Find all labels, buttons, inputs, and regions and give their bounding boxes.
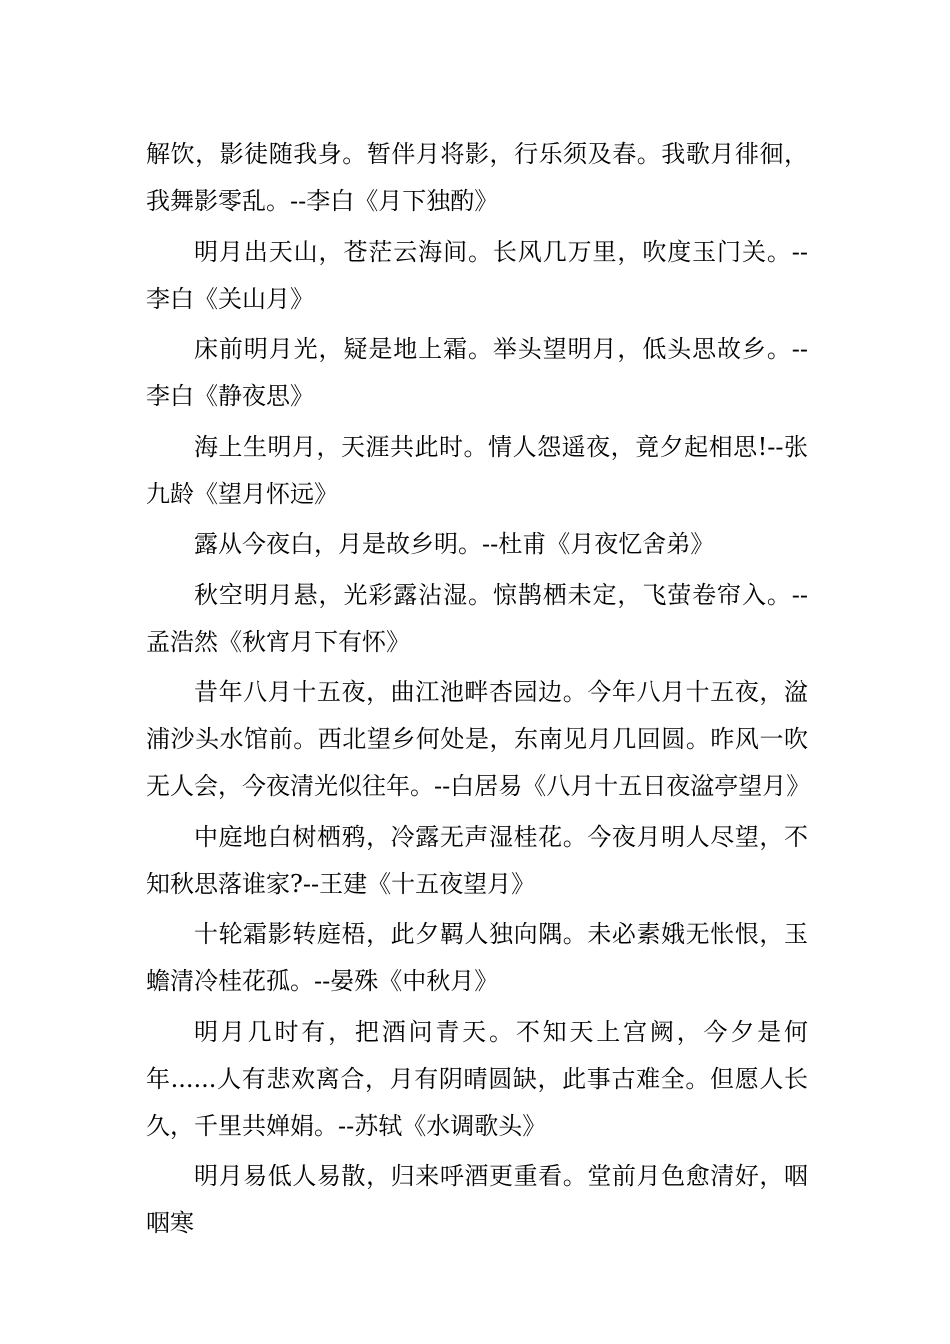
paragraph-mingyue-yidi: 明月易低人易散，归来呼酒更重看。堂前月色愈清好，咽咽寒 (146, 1162, 808, 1237)
paragraph-jingye-si: 床前明月光，疑是地上霜。举头望明月，低头思故乡。--李白《静夜思》 (146, 335, 808, 410)
paragraph-wangyue-huaiyuan: 海上生明月，天涯共此时。情人怨遥夜，竟夕起相思!--张九龄《望月怀远》 (146, 432, 808, 508)
paragraph-yueye-yi-shedi: 露从今夜白，月是故乡明。--杜甫《月夜忆舍弟》 (194, 530, 715, 558)
paragraph-shiwuye-wangyue: 中庭地白树栖鸦，冷露无声湿桂花。今夜月明人尽望，不知秋思落谁家?--王建《十五夜望月》 (146, 822, 808, 898)
poem-text-block (146, 131, 811, 1251)
paragraph-bayue-shiwu: 昔年八月十五夜，曲江池畔杏园边。今年八月十五夜，湓浦沙头水馆前。西北望乡何处是，东南见月几回圆。昨风一吹无人会，今夜清光似往年。--白居易《八月十五日夜湓亭望月》 (146, 678, 811, 800)
paragraph-guanshan-yue: 明月出天山，苍茫云海间。长风几万里，吹度玉门关。--李白《关山月》 (146, 237, 808, 313)
paragraph-shuidiao-getou: 明月几时有，把酒问青天。不知天上宫阙，今夕是何年......人有悲欢离合，月有阴晴圆缺，此事古难全。但愿人长久，千里共婵娟。--苏轼《水调歌头》 (146, 1017, 808, 1140)
paragraph-yuexia-duzhuo-end: 解饮，影徒随我身。暂伴月将影，行乐须及春。我歌月徘徊，我舞影零乱。--李白《月下独酌》 (146, 140, 808, 215)
paragraph-qiuxiao-yuexia: 秋空明月悬，光彩露沾湿。惊鹊栖未定，飞萤卷帘入。--孟浩然《秋宵月下有怀》 (146, 580, 808, 656)
paragraph-zhongqiu-yue: 十轮霜影转庭梧，此夕羁人独向隅。未必素娥无怅恨，玉蟾清冷桂花孤。--晏殊《中秋月》 (146, 920, 808, 995)
